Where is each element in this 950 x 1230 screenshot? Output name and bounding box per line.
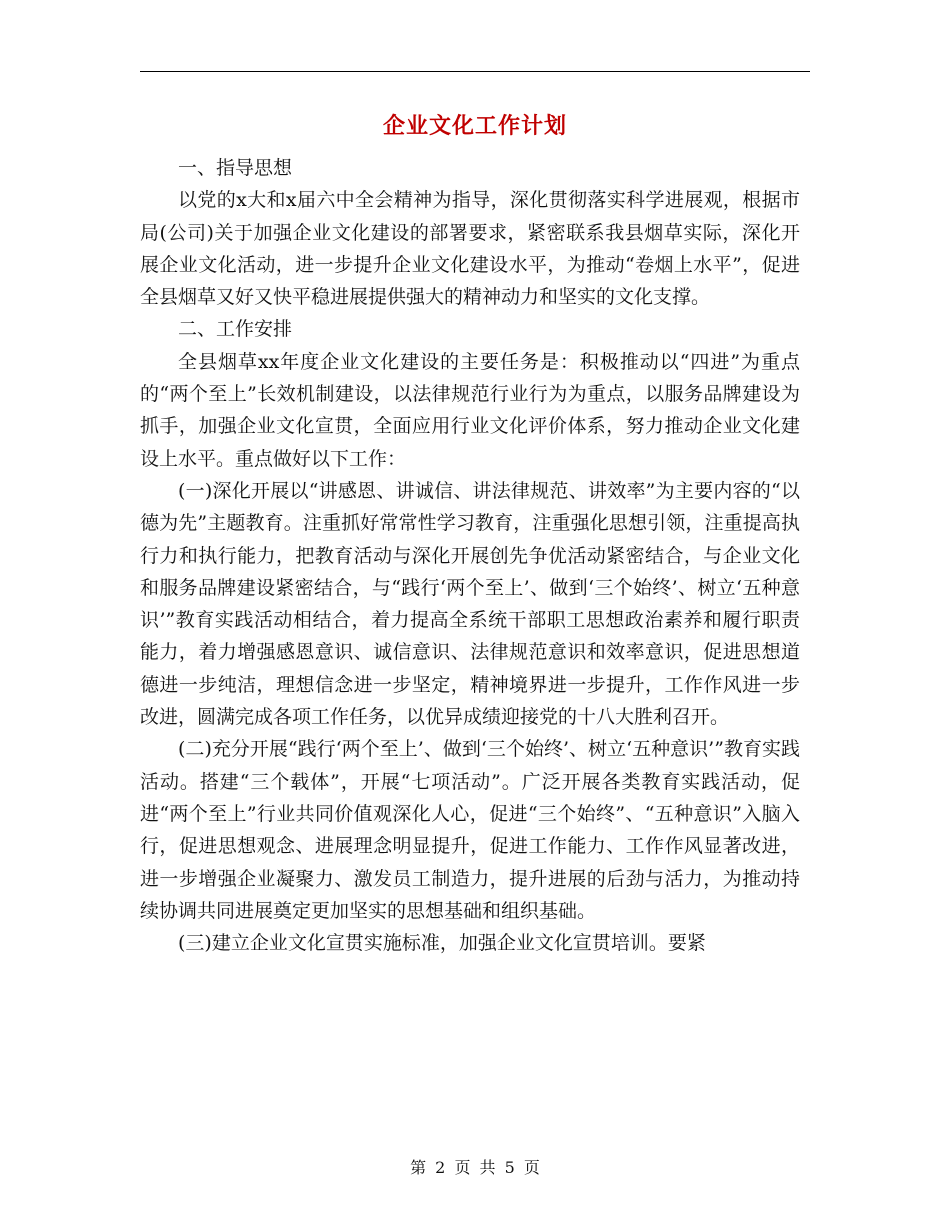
paragraph-item-1: (一)深化开展以“讲感恩、讲诚信、讲法律规范、讲效率”为主要内容的“以德为先”主题教育。注重抓好常常性学习教育，注重强化思想引领，注重提高执行力和执行能力，把教育活动与深化开展创先争优活动紧密结合，与企业文化和服务品牌建设紧密结合，与“践行‘两个至上’、做到‘三个始终’、树立‘五种意识’”教育实践活动相结合，着力提高全系统干部职工思想政治素养和履行职责能力，着力增强感恩意识、诚信意识、法律规范意识和效率意识，促进思想道德进一步纯洁，理想信念进一步坚定，精神境界进一步提升，工作作风进一步改进，圆满完成各项工作任务，以优异成绩迎接党的十八大胜利召开。: [140, 479, 800, 729]
paragraph-item-2: (二)充分开展“践行‘两个至上’、做到‘三个始终’、树立‘五种意识’”教育实践活动。搭建“三个载体”，开展“七项活动”。广泛开展各类教育实践活动，促进“两个至上”行业共同价值观深化人心，促进“三个始终”、“五种意识”入脑入行，促进思想观念、进展理念明显提升，促进工作能力、工作作风显著改进，进一步增强企业凝聚力、激发员工制造力，提升进展的后劲与活力，为推动持续协调共同进展奠定更加坚实的思想基础和组织基础。: [140, 738, 800, 922]
document-body: [140, 152, 800, 959]
paragraph-guiding-ideology: 以党的x大和x届六中全会精神为指导，深化贯彻落实科学进展观，根据市局(公司)关于加强企业文化建设的部署要求，紧密联系我县烟草实际，深化开展企业文化活动，进一步提升企业文化建设水平，为推动“卷烟上水平”，促进全县烟草又好又快平稳进展提供强大的精神动力和坚实的文化支撑。: [140, 189, 800, 309]
paragraph-item-3: (三)建立企业文化宣贯实施标准，加强企业文化宣贯培训。要紧: [178, 932, 706, 955]
header-rule: [140, 71, 810, 72]
page-number-footer: 第 2 页 共 5 页: [410, 1158, 540, 1177]
document-title: 企业文化工作计划: [382, 113, 567, 139]
heading-guiding-ideology: 一、指导思想: [178, 157, 293, 179]
heading-work-arrangement: 二、工作安排: [178, 318, 293, 341]
paragraph-main-tasks: 全县烟草xx年度企业文化建设的主要任务是：积极推动以“四进”为重点的“两个至上”长效机制建设，以法律规范行业行为为重点，以服务品牌建设为抓手，加强企业文化宣贯，全面应用行业文化评价体系，努力推动企业文化建设上水平。重点做好以下工作：: [140, 350, 800, 470]
